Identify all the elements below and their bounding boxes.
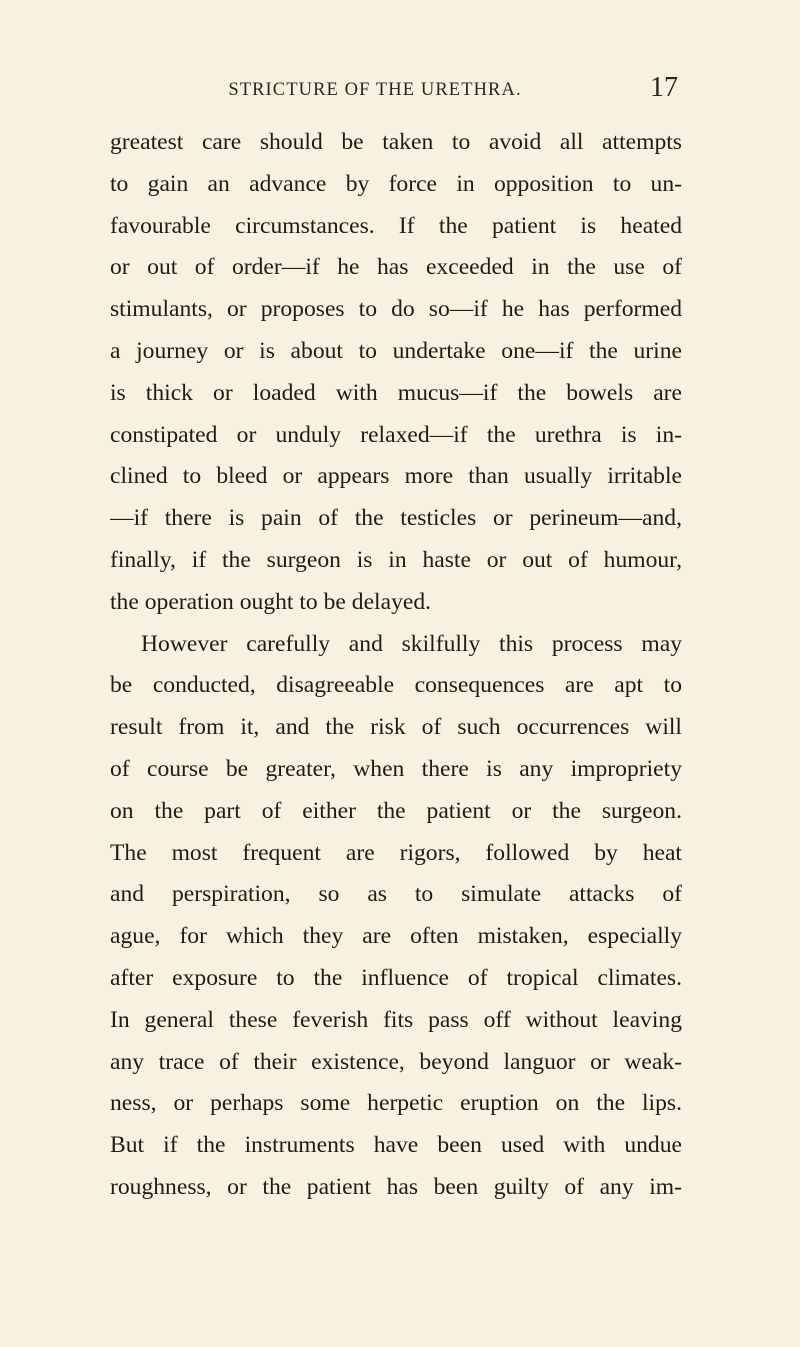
text-line: stimulants, or proposes to do so—if he has performed (110, 296, 682, 323)
text-line: of course be greater, when there is any impropriety (110, 755, 682, 782)
text-line: roughness, or the patient has been guilty of any im- (110, 1173, 682, 1200)
text-line: is thick or loaded with mucus—if the bowels are (110, 379, 682, 406)
text-line: clined to bleed or appears more than usually irritable (110, 463, 682, 490)
running-title: STRICTURE OF THE URETHRA. (228, 80, 522, 100)
text-line: greatest care should be taken to avoid all attempts (110, 129, 682, 155)
text-line: But if the instruments have been used with undue (110, 1132, 682, 1159)
text-line: a journey or is about to undertake one—if the urine (110, 337, 682, 364)
text-line: result from it, and the risk of such occurrences will (110, 714, 682, 741)
text-line: finally, if the surgeon is in haste or out of humour, (110, 546, 682, 573)
text-line: ness, or perhaps some herpetic eruption on the lips. (110, 1090, 682, 1117)
text-line: In general these feverish fits pass off without leaving (110, 1006, 682, 1033)
text-line: ague, for which they are often mistaken, especially (110, 923, 682, 950)
text-line: be conducted, disagreeable consequences are apt to (110, 672, 682, 699)
text-line: The most frequent are rigors, followed by heat (110, 839, 682, 866)
text-line: —if there is pain of the testicles or perineum—and, (110, 505, 682, 532)
page-number: 17 (650, 72, 678, 103)
text-line: constipated or unduly relaxed—if the urethra is in- (110, 421, 682, 448)
text-line: on the part of either the patient or the surgeon. (110, 797, 682, 824)
text-line: or out of order—if he has exceeded in the use of (110, 254, 682, 281)
paragraph-end-line: the operation ought to be delayed. (110, 588, 432, 615)
text-line: and perspiration, so as to simulate attacks of (110, 881, 682, 908)
paragraph-start-line: However carefully and skilfully this process may (141, 630, 682, 657)
text-line: favourable circumstances. If the patient is heated (110, 212, 682, 239)
text-line: any trace of their existence, beyond languor or weak- (110, 1048, 682, 1075)
body-text (110, 122, 682, 1209)
text-line: to gain an advance by force in opposition to un- (110, 170, 682, 197)
text-line: after exposure to the influence of tropical climates. (110, 964, 682, 991)
